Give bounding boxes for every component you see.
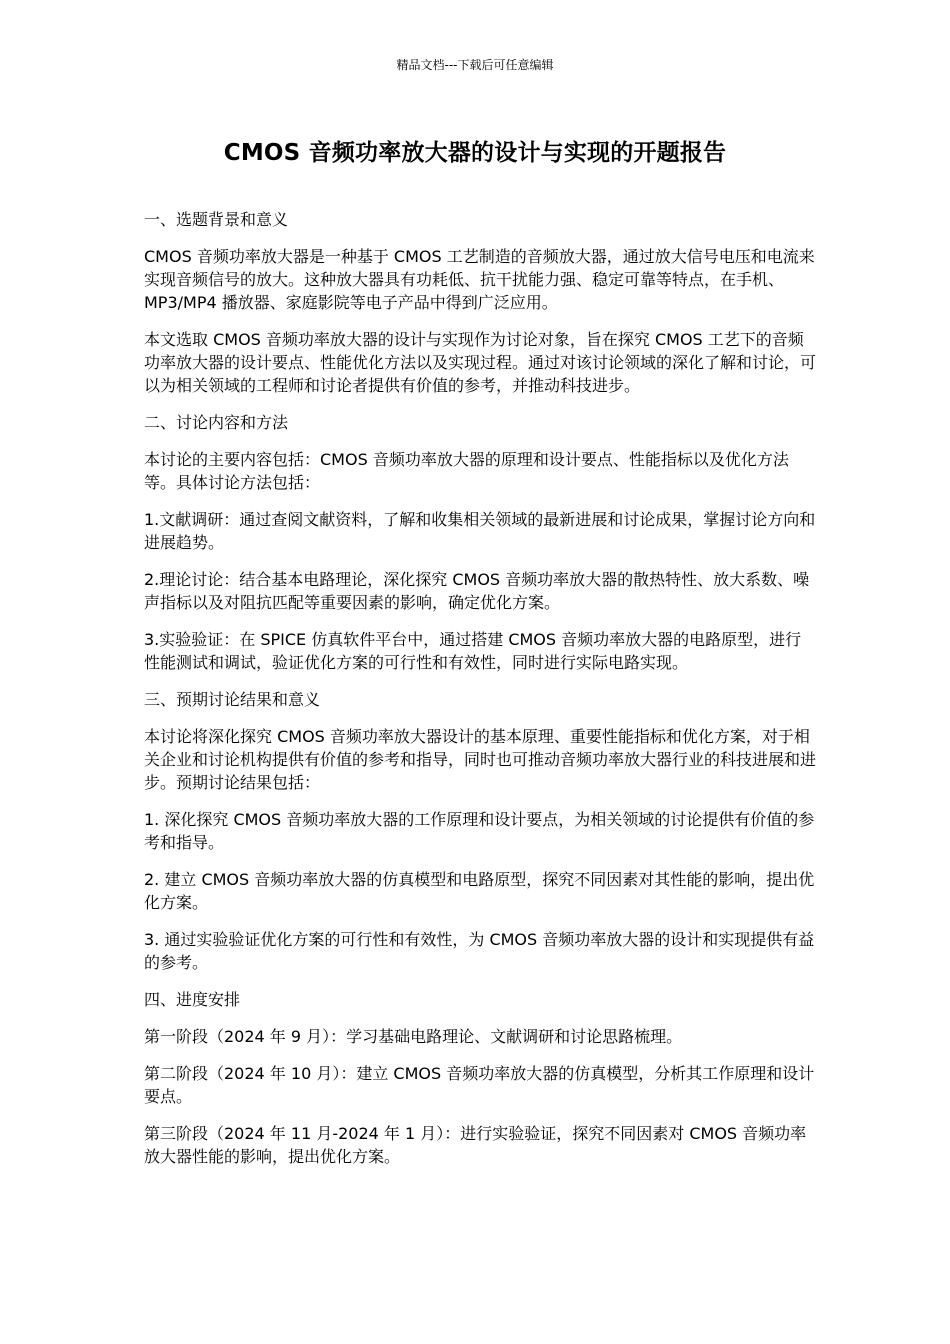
paragraph-expected-intro: 本讨论将深化探究 CMOS 音频功率放大器设计的基本原理、重要性能指标和优化方案，对于相关企业和讨论机构提供有价值的参考和指导，同时也可推动音频功率放大器行业的科技进展和进步。预期讨论结果包括： xyxy=(144,727,817,792)
paragraph-background-2: 本文选取 CMOS 音频功率放大器的设计与实现作为讨论对象，旨在探究 CMOS 工艺下的音频功率放大器的设计要点、性能优化方法以及实现过程。通过对该讨论领域的深化了解和讨论，可以为相关领域的工程师和讨论者提供有价值的参考，并推动科技进步。 xyxy=(144,330,817,395)
list-item-theory-discussion: 2.理论讨论：结合基本电路理论，深化探究 CMOS 音频功率放大器的散热特性、放大系数、噪声指标以及对阻抗匹配等重要因素的影响，确定优化方案。 xyxy=(144,570,810,612)
paragraph-content-intro: 本讨论的主要内容包括：CMOS 音频功率放大器的原理和设计要点、性能指标以及优化方法等。具体讨论方法包括： xyxy=(144,450,789,492)
schedule-stage-1: 第一阶段（2024 年 9 月）：学习基础电路理论、文献调研和讨论思路梳理。 xyxy=(144,1027,683,1046)
paragraph-background-1: CMOS 音频功率放大器是一种基于 CMOS 工艺制造的音频放大器，通过放大信号电压和电流来实现音频信号的放大。这种放大器具有功耗低、抗干扰能力强、稳定可靠等特点，在手机、MP3/MP4 播放器、家庭影院等电子产品中得到广泛应用。 xyxy=(144,247,815,312)
list-item-expected-2: 2. 建立 CMOS 音频功率放大器的仿真模型和电路原型，探究不同因素对其性能的影响，提出优化方案。 xyxy=(144,870,815,912)
document-title: CMOS 音频功率放大器的设计与实现的开题报告 xyxy=(223,140,727,166)
section-heading-background: 一、选题背景和意义 xyxy=(144,210,289,229)
section-heading-schedule: 四、进度安排 xyxy=(144,990,241,1009)
section-heading-content-method: 二、讨论内容和方法 xyxy=(144,413,289,432)
page-header-note: 精品文档---下载后可任意编辑 xyxy=(396,58,554,72)
schedule-stage-2: 第二阶段（2024 年 10 月）：建立 CMOS 音频功率放大器的仿真模型，分析其工作原理和设计要点。 xyxy=(144,1064,815,1106)
list-item-literature-review: 1.文献调研：通过查阅文献资料，了解和收集相关领域的最新进展和讨论成果，掌握讨论方向和进展趋势。 xyxy=(144,510,816,552)
list-item-expected-3: 3. 通过实验验证优化方案的可行性和有效性，为 CMOS 音频功率放大器的设计和实现提供有益的参考。 xyxy=(144,930,815,972)
document-body xyxy=(144,208,816,1182)
list-item-expected-1: 1. 深化探究 CMOS 音频功率放大器的工作原理和设计要点，为相关领域的讨论提供有价值的参考和指导。 xyxy=(144,810,815,852)
list-item-experiment-verification: 3.实验验证：在 SPICE 仿真软件平台中，通过搭建 CMOS 音频功率放大器的电路原型，进行性能测试和调试，验证优化方案的可行性和有效性，同时进行实际电路实现。 xyxy=(144,630,802,672)
section-heading-expected-results: 三、预期讨论结果和意义 xyxy=(144,690,321,709)
schedule-stage-3: 第三阶段（2024 年 11 月-2024 年 1 月）：进行实验验证，探究不同因素对 CMOS 音频功率放大器性能的影响，提出优化方案。 xyxy=(144,1124,807,1166)
